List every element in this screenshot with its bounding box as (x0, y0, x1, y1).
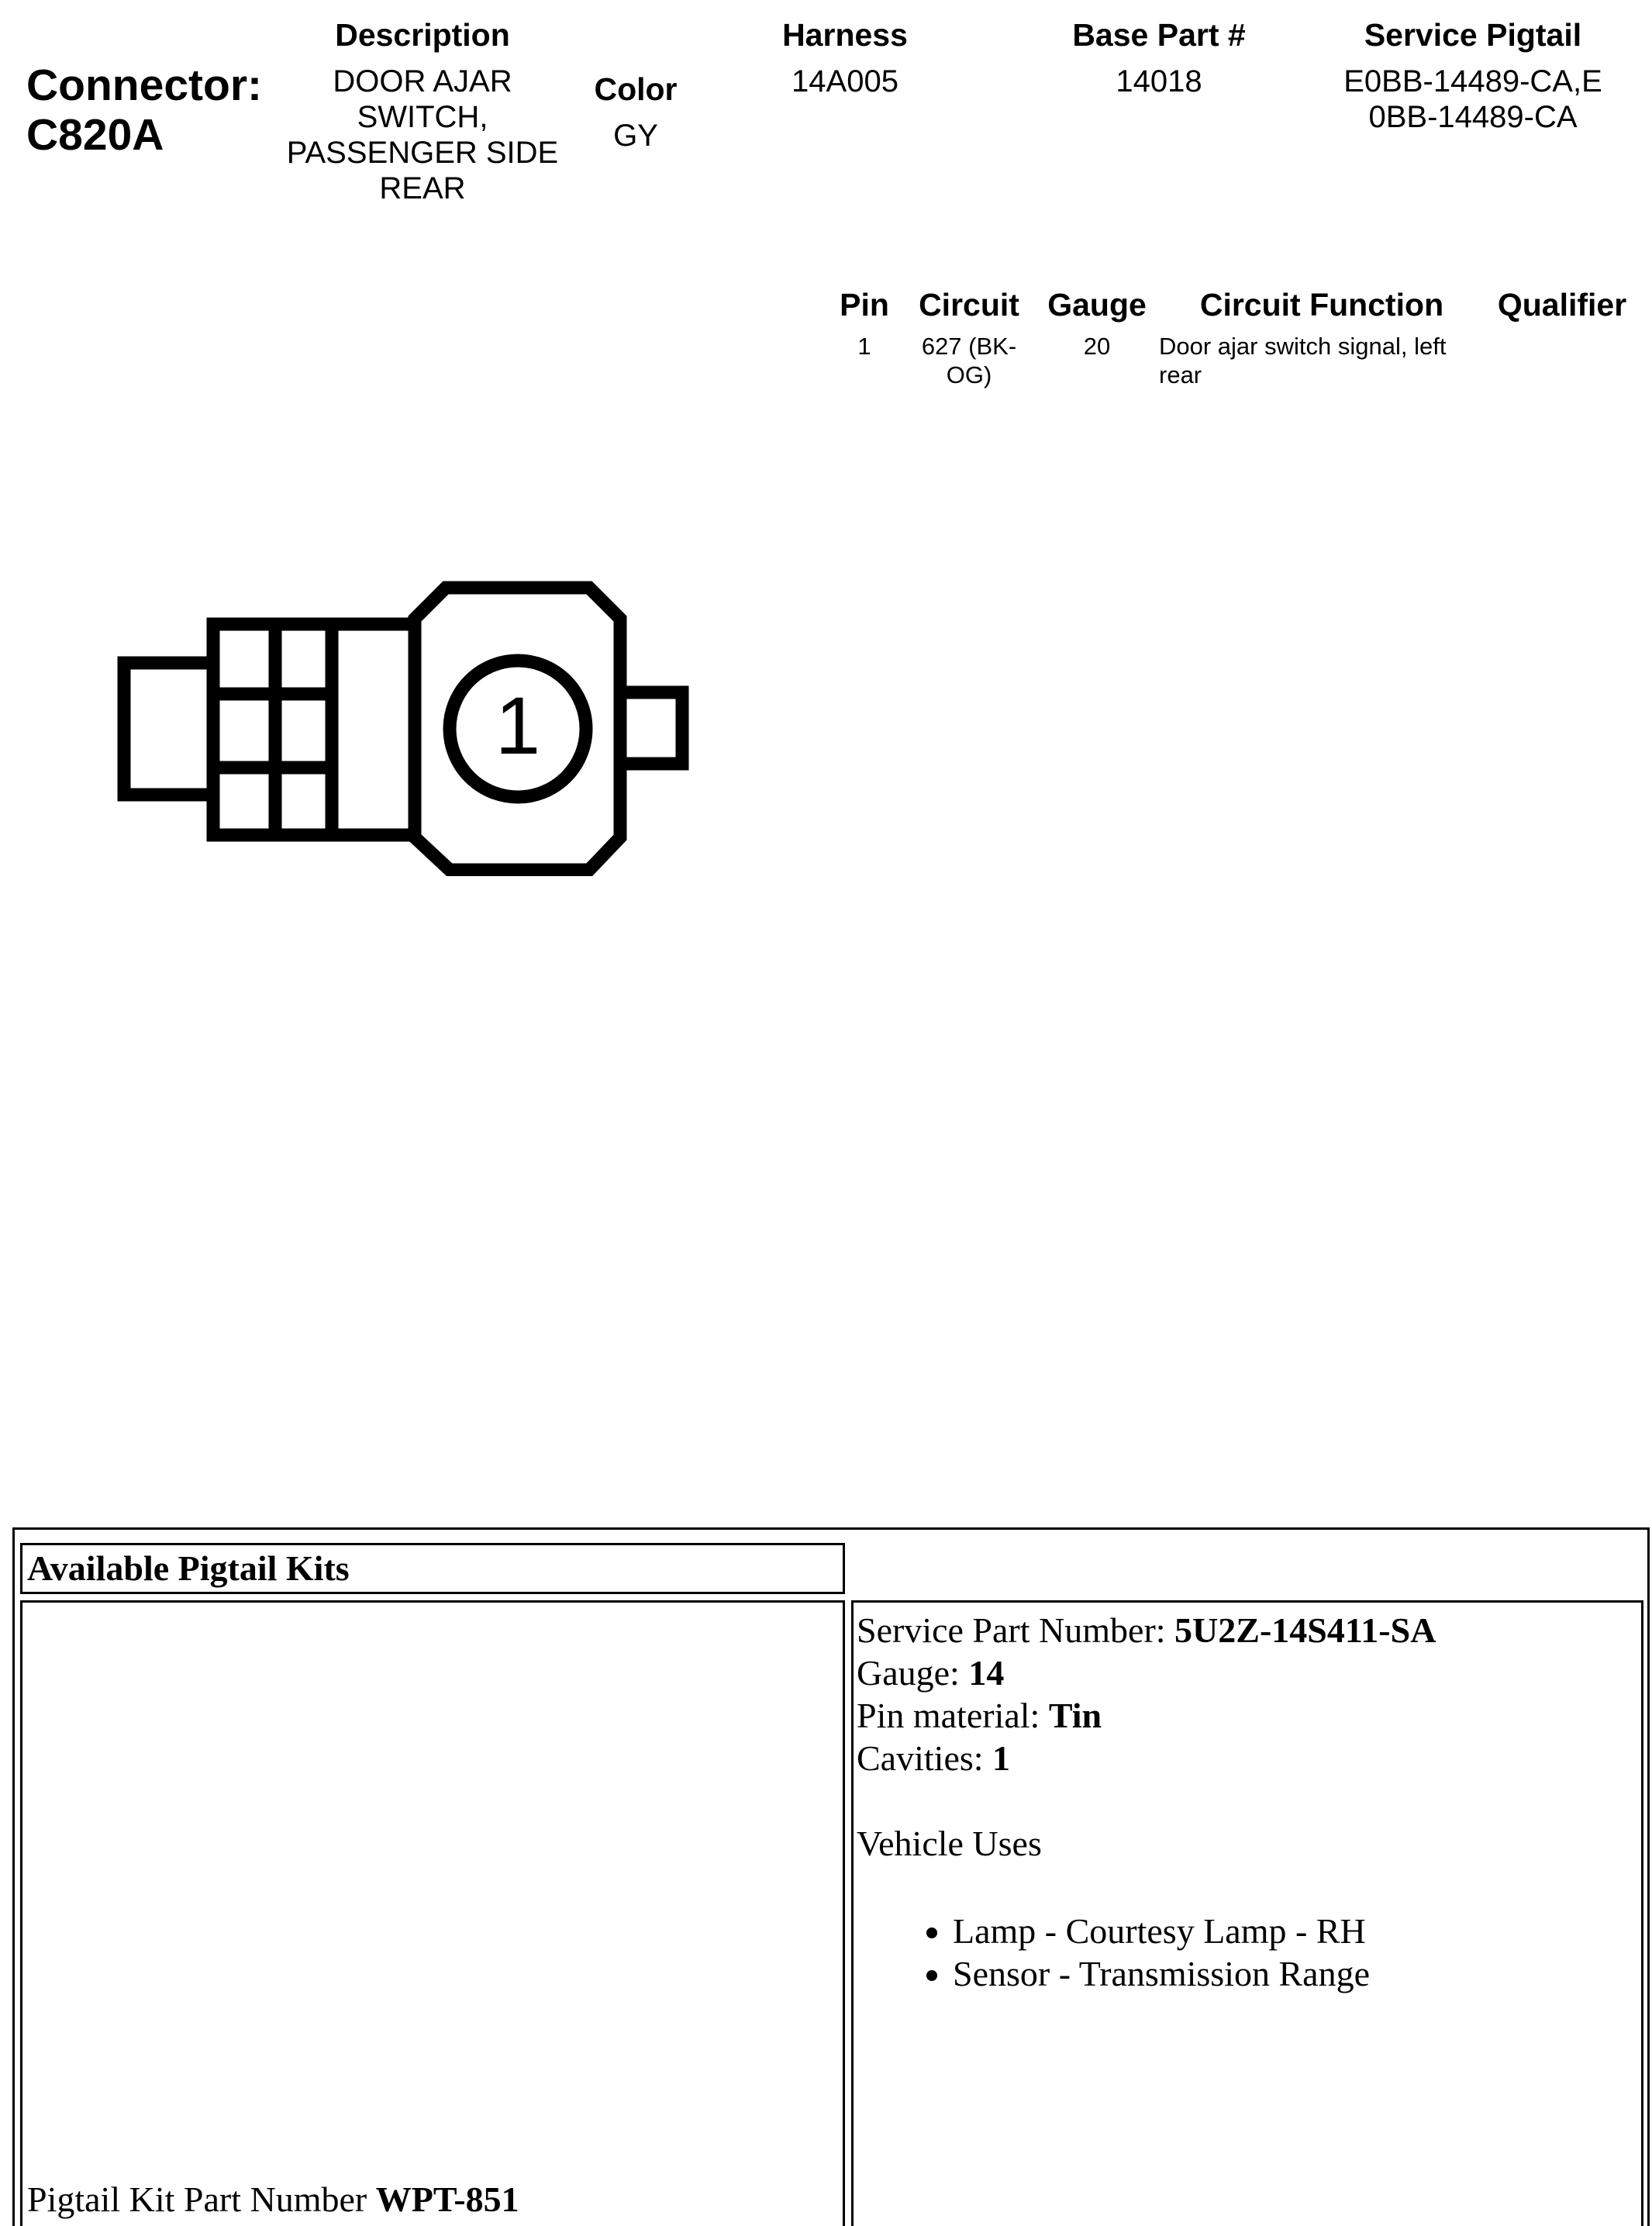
connector-diagram (109, 574, 713, 876)
service-part-value: 5U2Z-14S411-SA (1174, 1610, 1436, 1650)
color-value: GY (613, 119, 658, 153)
circuit-header: Circuit (919, 287, 1019, 323)
pin-material-value: Tin (1048, 1696, 1102, 1735)
cavities-label: Cavities: (857, 1738, 984, 1778)
gauge-header: Gauge (1047, 287, 1147, 323)
qualifier-header: Qualifier (1497, 287, 1627, 323)
pigtail-kit-part-number (27, 2178, 519, 2221)
service-part-label: Service Part Number: (857, 1610, 1166, 1650)
description-value: DOOR AJAR SWITCH, PASSENGER SIDE REAR (286, 64, 559, 205)
list-item: • Lamp - Courtesy Lamp - RH (953, 1910, 1632, 1952)
gauge-line (857, 1651, 1632, 1694)
gauge-value: 14 (968, 1653, 1005, 1693)
base-part-value: 14018 (1116, 64, 1202, 98)
pin-material-label: Pin material: (857, 1696, 1040, 1735)
connector-label: Connector: (26, 60, 262, 110)
pigtail-details-box (851, 1600, 1643, 2226)
connector-id: C820A (26, 110, 164, 160)
circuit-cell: 627 (BK-OG) (921, 333, 1017, 388)
gauge-label: Gauge: (857, 1653, 960, 1693)
list-item: • Sensor - Transmission Range (953, 1952, 1632, 1995)
service-pigtail-header: Service Pigtail (1364, 17, 1582, 53)
pigtail-image-box (20, 1600, 845, 2226)
description-header: Description (335, 17, 510, 53)
connector-title (26, 60, 262, 160)
pin-material-line (857, 1694, 1632, 1737)
circuit-function-header: Circuit Function (1199, 287, 1444, 323)
service-part-line (857, 1609, 1632, 1651)
cavities-value: 1 (992, 1738, 1011, 1778)
circuit-function-cell: Door ajar switch signal, left rear (1159, 333, 1447, 388)
harness-header: Harness (782, 17, 908, 53)
service-pigtail-value: E0BB-14489-CA,E0BB-14489-CA (1343, 64, 1602, 134)
pin-cell: 1 (857, 333, 871, 360)
pigtail-kits-header: Available Pigtail Kits (27, 1548, 350, 1588)
cavities-line (857, 1737, 1632, 1779)
harness-value: 14A005 (792, 64, 898, 98)
pigtail-details (857, 1609, 1632, 1995)
kit-part-value: WPT-851 (375, 2179, 519, 2219)
connector-left-tab (124, 663, 221, 795)
base-part-header: Base Part # (1072, 17, 1246, 53)
kit-part-label: Pigtail Kit Part Number (27, 2179, 367, 2219)
connector-right-tab (620, 692, 682, 764)
pin-header: Pin (840, 287, 889, 323)
vehicle-uses-list (857, 1910, 1632, 1995)
pin-number-label: 1 (495, 681, 541, 771)
pigtail-kits-header-box (20, 1543, 845, 1594)
gauge-cell: 20 (1083, 333, 1111, 360)
color-header: Color (594, 71, 678, 107)
vehicle-uses-label: Vehicle Uses (857, 1824, 1042, 1863)
